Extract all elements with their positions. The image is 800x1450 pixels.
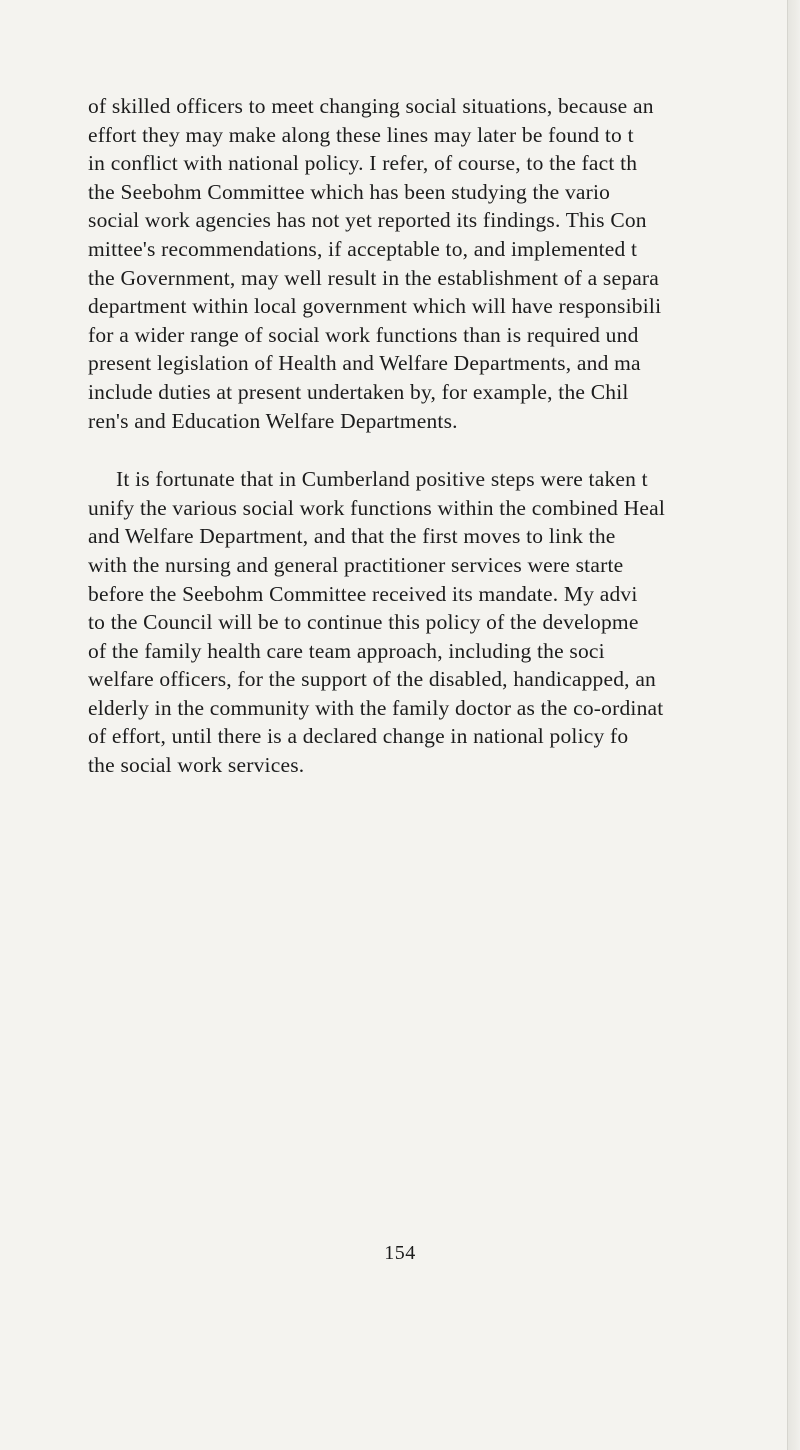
paragraph-1: [88, 92, 788, 435]
text-line: social work agencies has not yet reported its findings. This Con: [88, 208, 647, 233]
text-line: of effort, until there is a declared change in national policy fo: [88, 724, 629, 749]
text-line: unify the various social work functions within the combined Heal: [88, 495, 666, 520]
text-line: present legislation of Health and Welfare Departments, and ma: [88, 351, 641, 376]
text-line: the Government, may well result in the establishment of a separa: [88, 265, 660, 290]
text-line: the social work services.: [88, 753, 305, 778]
paragraph-2: [88, 465, 788, 780]
text-line: in conflict with national policy. I refer, of course, to the fact th: [88, 151, 638, 176]
page-number: 154: [384, 1242, 416, 1264]
text-line: effort they may make along these lines may later be found to t: [88, 122, 634, 147]
text-line: elderly in the community with the family doctor as the co-ordinat: [88, 695, 664, 720]
text-line: welfare officers, for the support of the disabled, handicapped, an: [88, 667, 657, 692]
text-line: and Welfare Department, and that the first moves to link the: [88, 524, 616, 549]
text-line: ren's and Education Welfare Departments.: [88, 408, 458, 433]
text-line: include duties at present undertaken by, for example, the Chil: [88, 379, 629, 404]
text-line: with the nursing and general practitioner services were starte: [88, 552, 624, 577]
paragraph-spacer: [88, 435, 788, 465]
text-line: It is fortunate that in Cumberland positive steps were taken t: [116, 467, 648, 492]
text-line: before the Seebohm Committee received its mandate. My advi: [88, 581, 638, 606]
text-line: mittee's recommendations, if acceptable to, and implemented t: [88, 236, 638, 261]
text-line: of the family health care team approach, including the soci: [88, 638, 605, 663]
text-line: for a wider range of social work functions than is required und: [88, 322, 639, 347]
text-line: of skilled officers to meet changing social situations, because an: [88, 94, 654, 118]
body-text: [88, 92, 788, 780]
page-binding-edge: [787, 0, 800, 1450]
text-line: department within local government which will have responsibili: [88, 294, 662, 319]
text-line: the Seebohm Committee which has been studying the vario: [88, 179, 611, 204]
text-line: to the Council will be to continue this policy of the developme: [88, 610, 639, 635]
